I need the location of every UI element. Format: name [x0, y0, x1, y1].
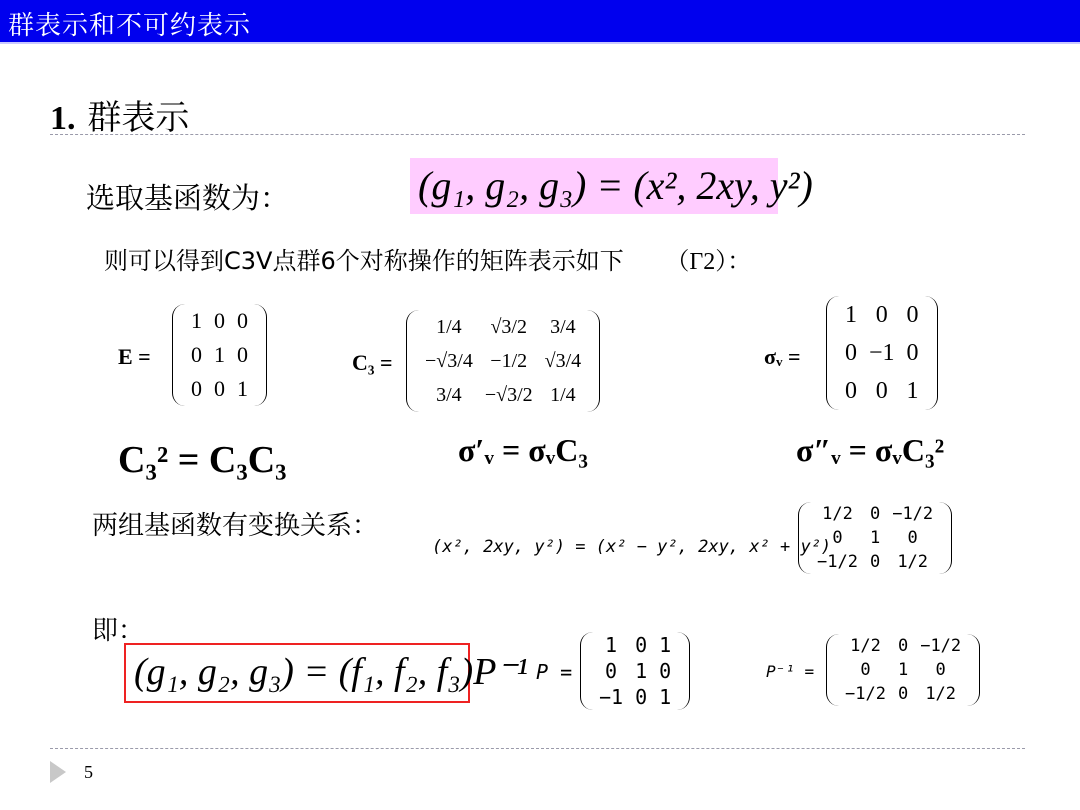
gamma-note: （Γ2）：	[665, 249, 752, 275]
matrix-cell: 1	[214, 342, 225, 367]
final-formula-box	[124, 643, 528, 703]
play-arrow-icon	[50, 761, 66, 783]
matrix-row	[419, 310, 587, 344]
matrix-cell: 1	[869, 528, 881, 548]
page-number: 5	[84, 762, 93, 782]
matrix-cell: −√3/4	[425, 350, 473, 372]
section-title: 群表示	[87, 98, 190, 138]
matrix-cell: 1	[845, 302, 857, 328]
matrix-row	[419, 344, 587, 378]
matrix-sigmav-body	[839, 296, 925, 410]
matrix-row	[839, 372, 925, 410]
relation-sigmav-prime: σ′ᵥ = σᵥC₃	[458, 432, 588, 468]
transform-matrix-body	[811, 502, 939, 574]
matrix-row	[839, 634, 967, 658]
matrix-row	[185, 338, 254, 372]
matrix-cell: 0	[191, 342, 202, 367]
matrix-cell: −1/2	[490, 350, 528, 372]
matrix-row	[811, 526, 939, 550]
pinv-label: P⁻¹ =	[766, 662, 815, 681]
matrix-cell: 1	[605, 633, 618, 657]
matrix-row	[593, 658, 677, 684]
matrix-cell: 0	[237, 342, 248, 367]
matrix-cell: 1/4	[436, 316, 462, 338]
matrix-row	[839, 658, 967, 682]
p-matrix-body	[593, 632, 677, 710]
sentence-text: 则可以得到C3V点群6个对称操作的矩阵表示如下	[104, 247, 624, 275]
matrix-cell: 0	[860, 660, 871, 680]
section-heading	[50, 90, 189, 139]
matrix-cell: √3/2	[490, 316, 527, 338]
matrix-cell: 0	[191, 376, 202, 401]
matrix-cell: 1	[659, 685, 672, 709]
matrix-row	[593, 684, 677, 710]
p-label: P =	[536, 660, 573, 684]
matrix-cell: 0	[906, 340, 919, 366]
intro-label: 选取基函数为：	[86, 181, 290, 215]
matrix-sigmav	[826, 296, 938, 410]
matrix-row	[419, 378, 587, 412]
matrix-c3	[406, 310, 600, 412]
ji-label: 即：	[92, 616, 145, 646]
basis-highlight-box	[410, 158, 813, 214]
matrix-cell: 0	[635, 685, 648, 709]
matrix-c3-label: C₃ =	[352, 350, 393, 375]
matrix-e-body	[185, 304, 254, 406]
matrix-cell: 3/4	[550, 316, 576, 338]
matrix-cell: 0	[605, 659, 618, 683]
matrix-cell: 1/2	[850, 636, 881, 656]
relation-c3-squared: C₃² = C₃C₃	[118, 439, 287, 481]
matrix-row	[839, 296, 925, 334]
matrix-cell: 1	[237, 376, 248, 401]
slide-title: 群表示和不可约表示	[8, 11, 252, 41]
matrix-cell: 1	[659, 633, 672, 657]
matrix-cell: 3/4	[436, 384, 462, 406]
matrix-row	[839, 682, 967, 706]
matrix-cell: 1/2	[925, 684, 957, 704]
matrix-c3-body	[419, 310, 587, 412]
matrix-row	[593, 632, 677, 658]
basis-formula: (g₁, g₂, g₃) = (x², 2xy, y²)	[418, 163, 813, 208]
matrix-cell: 1/2	[897, 552, 929, 572]
matrix-cell: 0	[875, 378, 888, 404]
matrix-cell: −1	[599, 685, 624, 709]
matrix-cell: 0	[869, 552, 881, 572]
matrix-cell: 0	[214, 308, 225, 333]
p-matrix	[580, 632, 690, 710]
matrix-cell: −1/2	[817, 552, 858, 572]
section-number: 1.	[50, 100, 76, 137]
matrix-cell: 0	[897, 636, 909, 656]
matrix-row	[185, 304, 254, 338]
matrix-cell: 1	[635, 659, 648, 683]
title-underline	[0, 42, 1080, 44]
matrix-cell: 0	[214, 376, 225, 401]
matrix-cell: 0	[845, 378, 857, 404]
matrix-cell: 0	[906, 302, 919, 328]
relation-sigmav-double-prime: σ″ᵥ = σᵥC₃²	[796, 432, 945, 468]
transform-equation: (x², 2xy, y²) = (x² − y², 2xy, x² + y²)	[432, 537, 832, 557]
title-bar	[0, 0, 1080, 42]
matrix-row	[185, 372, 254, 406]
matrix-cell: 0	[659, 659, 672, 683]
matrix-cell: 0	[832, 528, 843, 548]
matrix-cell: 0	[635, 633, 648, 657]
pinv-matrix	[826, 634, 980, 706]
matrix-cell: 1/2	[822, 504, 853, 524]
matrix-sigmav-label: σᵥ =	[764, 344, 801, 369]
matrix-row	[811, 550, 939, 574]
matrix-cell: 0	[875, 302, 888, 328]
matrix-e	[172, 304, 267, 406]
matrix-cell: 1	[191, 308, 202, 333]
matrix-e-label: E =	[118, 344, 151, 369]
matrix-cell: 1	[897, 660, 909, 680]
matrix-cell: 0	[845, 340, 857, 366]
pinv-matrix-body	[839, 634, 967, 706]
matrix-cell: 0	[897, 684, 909, 704]
matrix-cell: 0	[869, 504, 881, 524]
matrix-cell: 1	[906, 378, 919, 404]
footer-divider	[50, 748, 1025, 749]
matrix-cell: 0	[237, 308, 248, 333]
matrix-row	[839, 334, 925, 372]
matrix-row	[811, 502, 939, 526]
matrix-cell: −1/2	[920, 636, 962, 656]
final-formula: (g₁, g₂, g₃) = (f₁, f₂, f₃)P⁻¹	[134, 651, 528, 693]
heading-divider	[50, 134, 1025, 135]
matrix-cell: −1/2	[845, 684, 886, 704]
matrix-cell: 1/4	[550, 384, 576, 406]
matrix-intro-sentence	[104, 241, 751, 276]
matrix-cell: −1/2	[892, 504, 934, 524]
transform-label: 两组基函数有变换关系：	[92, 511, 379, 541]
matrix-cell: 0	[935, 660, 946, 680]
matrix-cell: −√3/2	[484, 384, 533, 406]
transform-matrix	[798, 502, 952, 574]
matrix-cell: √3/4	[544, 350, 582, 372]
matrix-cell: 0	[907, 528, 918, 548]
matrix-cell: −1	[869, 340, 895, 366]
